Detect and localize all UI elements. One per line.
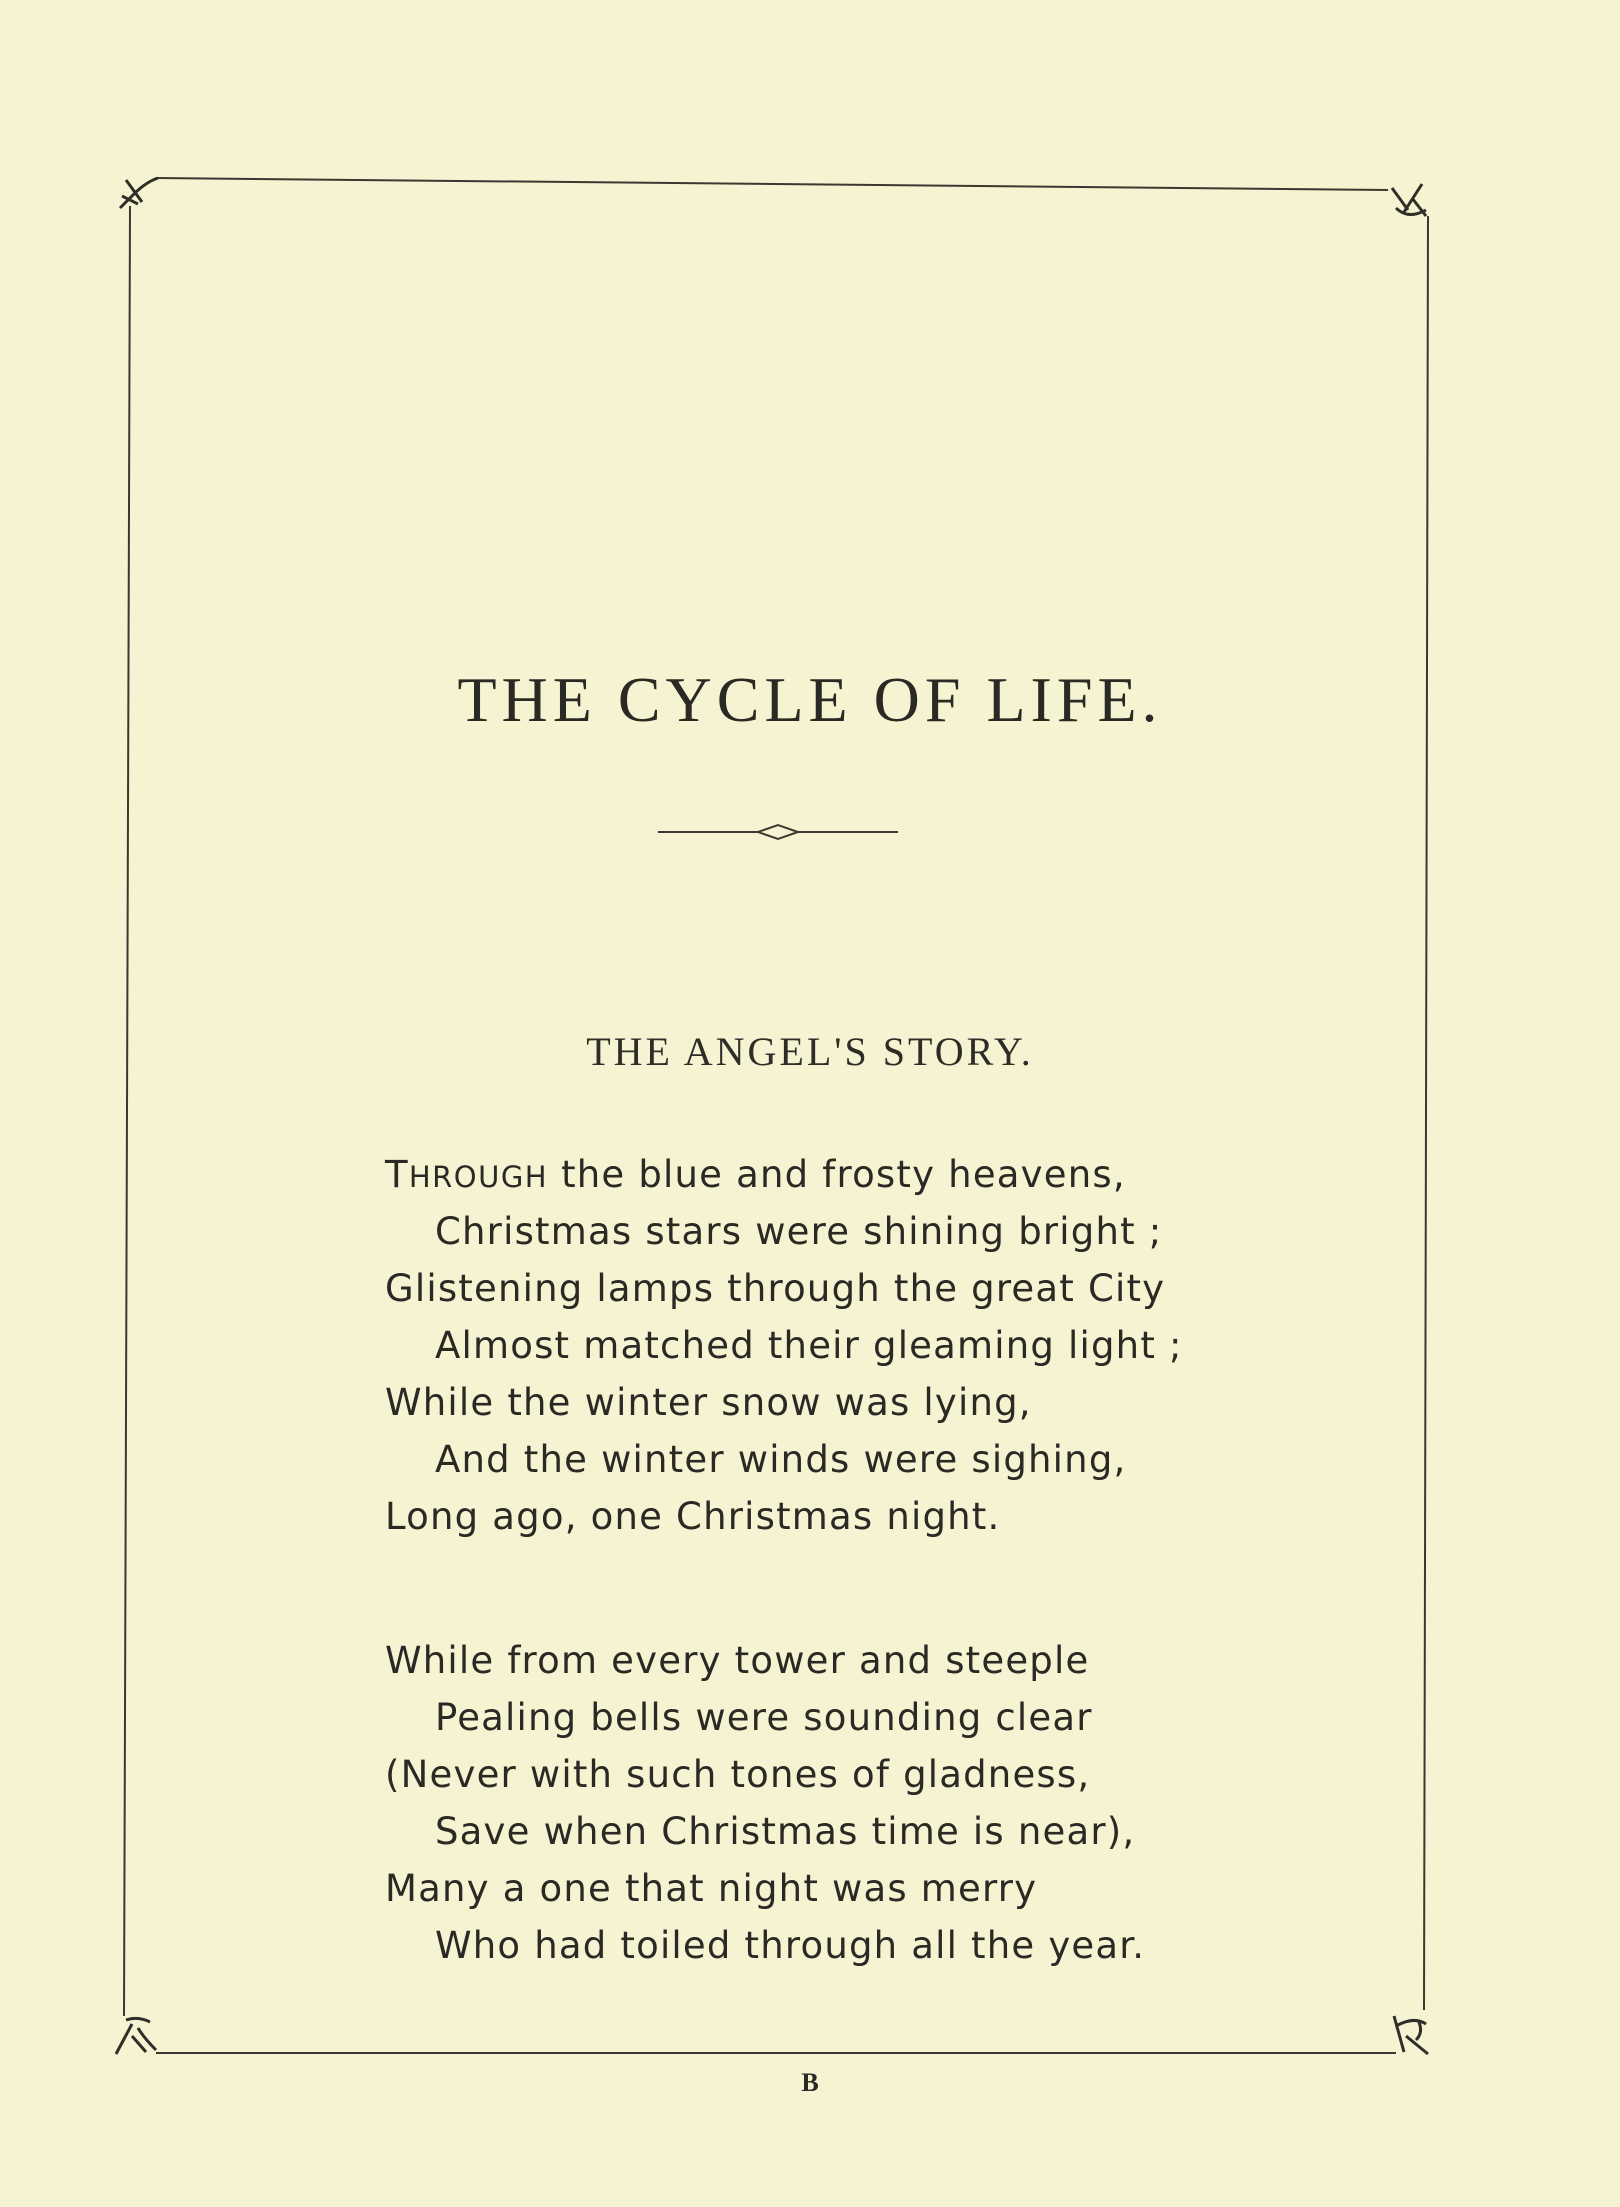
poem-line: Save when Christmas time is near), [435,1810,1136,1853]
poem-line: Almost matched their gleaming light ; [435,1324,1183,1367]
corner-ornament-bottom-right [1388,2012,1434,2056]
corner-ornament-top-left [116,174,162,212]
poem-line: Long ago, one Christmas night. [385,1495,1001,1538]
poem-line [385,1146,1285,1203]
corner-ornament-bottom-left [112,2014,160,2056]
poem-line: While the winter snow was lying, [385,1381,1032,1424]
poem-line: (Never with such tones of gladness, [385,1753,1091,1796]
poem-line: Pealing bells were sounding clear [435,1696,1093,1739]
small-caps-word: HROUGH [408,1160,549,1194]
stanza-1 [385,1146,1285,1545]
ornamental-divider [658,820,898,844]
poem-line: Christmas stars were shining bright ; [435,1210,1163,1253]
drop-cap: T [385,1153,409,1196]
poem-line: Who had toiled through all the year. [435,1924,1146,1967]
poem-line: While from every tower and steeple [385,1639,1090,1682]
poem-line: Glistening lamps through the great City [385,1267,1166,1310]
stanza-2 [385,1632,1285,1974]
poem-title: THE ANGEL'S STORY. [586,1029,1034,1075]
poem-line: And the winter winds were sighing, [435,1438,1127,1481]
page-title: THE CYCLE OF LIFE. [457,663,1163,735]
corner-ornament-top-right [1386,180,1432,220]
signature-mark: B [801,2068,819,2097]
line-text: the blue and frosty heavens, [548,1153,1126,1196]
poem-line: Many a one that night was merry [385,1867,1038,1910]
